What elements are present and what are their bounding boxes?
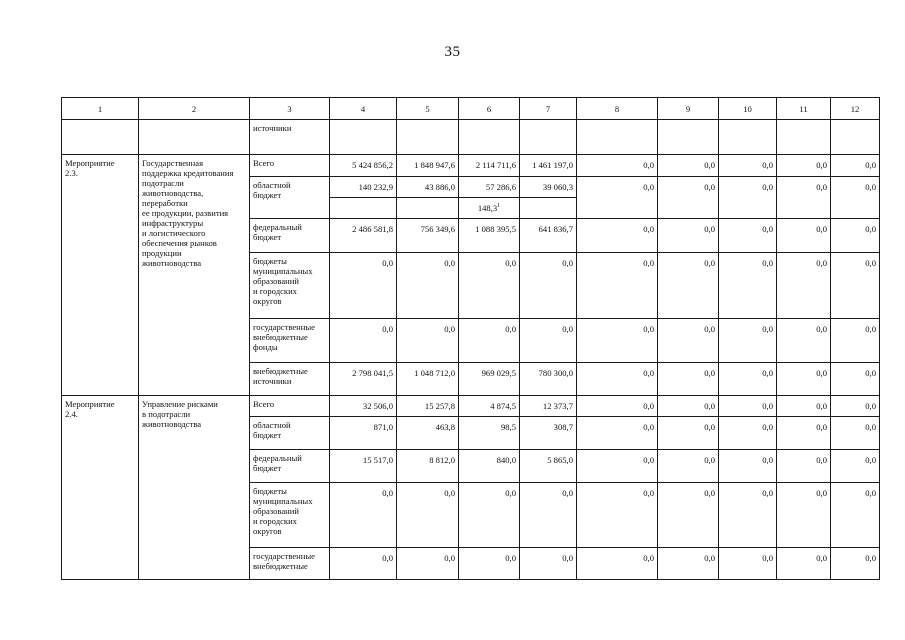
header-col-1: 1 (62, 98, 139, 120)
measure-23-value-col9: 0,0 (658, 219, 719, 253)
measure-23-value-col8: 0,0 (577, 319, 658, 363)
measure-24-value-col11: 0,0 (777, 417, 831, 450)
measure-23-value-col4: 5 424 856,2 (330, 155, 397, 177)
measure-24-value-col9: 0,0 (658, 396, 719, 417)
measure-24-value-col9: 0,0 (658, 417, 719, 450)
header-col-10: 10 (719, 98, 777, 120)
carry-row-col1 (62, 120, 139, 155)
measure-23-value-col7: 1 461 197,0 (520, 155, 577, 177)
measure-24-value-col12: 0,0 (831, 396, 880, 417)
measure-23-value-col12: 0,0 (831, 155, 880, 177)
header-col-11: 11 (777, 98, 831, 120)
measure-24-value-col6: 98,5 (459, 417, 520, 450)
measure-23-value-col7: 39 060,3 (520, 177, 577, 198)
measure-23-value-col6: 1 088 395,5 (459, 219, 520, 253)
header-col-7: 7 (520, 98, 577, 120)
measure-23-value-col4: 140 232,9 (330, 177, 397, 198)
measure-24-value-col12: 0,0 (831, 417, 880, 450)
measure-23-source: федеральный бюджет (250, 219, 330, 253)
measure-23-code: Мероприятие 2.3. (62, 155, 139, 396)
measure-23-value-col11: 0,0 (777, 253, 831, 319)
measure-24-value-col6: 0,0 (459, 548, 520, 580)
measure-24-value-col4: 32 506,0 (330, 396, 397, 417)
measure-23-value-col10: 0,0 (719, 219, 777, 253)
measure-23-value-col8: 0,0 (577, 155, 658, 177)
measure-23-footnote-col4 (330, 198, 397, 219)
measure-24-value-col11: 0,0 (777, 396, 831, 417)
header-col-8: 8 (577, 98, 658, 120)
measure-23-value-col9: 0,0 (658, 177, 719, 219)
measure-23-footnote-col5 (397, 198, 459, 219)
measure-23-source: государственные внебюджетные фонды (250, 319, 330, 363)
measure-23-value-col12: 0,0 (831, 219, 880, 253)
measure-23-value-col10: 0,0 (719, 155, 777, 177)
measure-23-value-col12: 0,0 (831, 363, 880, 396)
measure-23-footnote-col7 (520, 198, 577, 219)
page-number: 35 (444, 44, 461, 60)
measure-24-value-col8: 0,0 (577, 483, 658, 548)
measure-23-value-col4: 2 798 041,5 (330, 363, 397, 396)
measure-23-value-col6: 57 286,6 (459, 177, 520, 198)
measure-23-value-col6: 0,0 (459, 319, 520, 363)
budget-table (61, 97, 880, 580)
measure-24-value-col12: 0,0 (831, 483, 880, 548)
measure-23-source: Всего (250, 155, 330, 177)
measure-23-source: внебюджетные источники (250, 363, 330, 396)
measure-23-value-col5: 43 886,0 (397, 177, 459, 198)
header-col-9: 9 (658, 98, 719, 120)
measure-24-value-col6: 840,0 (459, 450, 520, 483)
measure-23-value-col11: 0,0 (777, 319, 831, 363)
header-col-6: 6 (459, 98, 520, 120)
measure-24-value-col11: 0,0 (777, 450, 831, 483)
measure-24-value-col8: 0,0 (577, 396, 658, 417)
measure-23-value-col11: 0,0 (777, 155, 831, 177)
carry-row (62, 120, 880, 155)
measure-23-value-col6: 969 029,5 (459, 363, 520, 396)
measure-24-value-col9: 0,0 (658, 548, 719, 580)
measure-23-value-col8: 0,0 (577, 363, 658, 396)
header-col-4: 4 (330, 98, 397, 120)
measure-24-value-col7: 0,0 (520, 483, 577, 548)
measure-23-value-col10: 0,0 (719, 363, 777, 396)
measure-24-value-col7: 5 865,0 (520, 450, 577, 483)
measure-23-value-col12: 0,0 (831, 253, 880, 319)
measure-24-value-col5: 0,0 (397, 548, 459, 580)
measure-23-value-col5: 0,0 (397, 319, 459, 363)
header-col-3: 3 (250, 98, 330, 120)
measure-23-value-col5: 756 349,6 (397, 219, 459, 253)
measure-23-value-col9: 0,0 (658, 319, 719, 363)
measure-23-value-col6: 2 114 711,6 (459, 155, 520, 177)
measure-23-value-col8: 0,0 (577, 177, 658, 219)
measure-23-value-col10: 0,0 (719, 253, 777, 319)
measure-23-value-col5: 1 848 947,6 (397, 155, 459, 177)
measure-23-value-col10: 0,0 (719, 177, 777, 219)
measure-24-value-col9: 0,0 (658, 450, 719, 483)
measure-24-value-col5: 0,0 (397, 483, 459, 548)
measure-23-value-col5: 1 048 712,0 (397, 363, 459, 396)
measure-24-value-col10: 0,0 (719, 396, 777, 417)
measure-24-source: федеральный бюджет (250, 450, 330, 483)
measure-24-value-col5: 8 812,0 (397, 450, 459, 483)
header-row (62, 98, 880, 120)
measure-24-code: Мероприятие 2.4. (62, 396, 139, 580)
measure-24-value-col4: 0,0 (330, 483, 397, 548)
measure-24-name: Управление рисками в подотрасли животноводства (139, 396, 250, 580)
measure-23-value-col8: 0,0 (577, 219, 658, 253)
header-col-2: 2 (139, 98, 250, 120)
measure-24-value-col8: 0,0 (577, 417, 658, 450)
measure-24-value-col4: 871,0 (330, 417, 397, 450)
measure-24-value-col8: 0,0 (577, 548, 658, 580)
measure-24-source: бюджеты муниципальных образований и городских округов (250, 483, 330, 548)
measure-24-value-col4: 15 517,0 (330, 450, 397, 483)
measure-24-value-col10: 0,0 (719, 417, 777, 450)
measure-23-value-col12: 0,0 (831, 319, 880, 363)
measure-23-row (62, 155, 880, 177)
measure-23-value-col11: 0,0 (777, 363, 831, 396)
measure-24-value-col12: 0,0 (831, 450, 880, 483)
measure-23-value-col4: 0,0 (330, 319, 397, 363)
measure-23-value-col8: 0,0 (577, 253, 658, 319)
measure-24-value-col10: 0,0 (719, 450, 777, 483)
measure-23-value-col6: 0,0 (459, 253, 520, 319)
measure-24-value-col11: 0,0 (777, 483, 831, 548)
measure-24-value-col8: 0,0 (577, 450, 658, 483)
carry-row-source: источники (250, 120, 330, 155)
measure-23-source: областной бюджет (250, 177, 330, 219)
measure-23-value-col10: 0,0 (719, 319, 777, 363)
header-col-12: 12 (831, 98, 880, 120)
measure-24-value-col6: 4 874,5 (459, 396, 520, 417)
measure-24-value-col4: 0,0 (330, 548, 397, 580)
measure-24-source: государственные внебюджетные (250, 548, 330, 580)
measure-23-value-col7: 0,0 (520, 319, 577, 363)
measure-23-value-col9: 0,0 (658, 253, 719, 319)
measure-23-value-col5: 0,0 (397, 253, 459, 319)
measure-23-value-col7: 780 300,0 (520, 363, 577, 396)
measure-24-value-col5: 15 257,8 (397, 396, 459, 417)
measure-24-value-col9: 0,0 (658, 483, 719, 548)
measure-24-source: областной бюджет (250, 417, 330, 450)
measure-23-value-col4: 0,0 (330, 253, 397, 319)
measure-23-value-col9: 0,0 (658, 363, 719, 396)
measure-24-row (62, 396, 880, 417)
measure-23-value-col7: 641 836,7 (520, 219, 577, 253)
measure-23-value-col11: 0,0 (777, 219, 831, 253)
measure-24-value-col7: 0,0 (520, 548, 577, 580)
measure-23-source: бюджеты муниципальных образований и городских округов (250, 253, 330, 319)
measure-24-value-col7: 12 373,7 (520, 396, 577, 417)
measure-23-name: Государственная поддержка кредитования подотрасли животноводства, переработки ее продукции, развития инфраструктуры и логистического обеспечения рынков продукции животноводства (139, 155, 250, 396)
measure-23-value-col7: 0,0 (520, 253, 577, 319)
measure-24-value-col11: 0,0 (777, 548, 831, 580)
measure-23-value-col9: 0,0 (658, 155, 719, 177)
carry-row-col2 (139, 120, 250, 155)
measure-24-value-col6: 0,0 (459, 483, 520, 548)
measure-24-source: Всего (250, 396, 330, 417)
measure-24-value-col10: 0,0 (719, 548, 777, 580)
measure-23-footnote-value: 148,3$^1$ (459, 198, 520, 219)
footnote-mark: 1 (497, 203, 501, 210)
measure-23-value-col4: 2 486 581,8 (330, 219, 397, 253)
header-col-5: 5 (397, 98, 459, 120)
measure-23-value-col12: 0,0 (831, 177, 880, 219)
measure-24-value-col7: 308,7 (520, 417, 577, 450)
measure-24-value-col10: 0,0 (719, 483, 777, 548)
measure-23-value-col11: 0,0 (777, 177, 831, 219)
measure-24-value-col5: 463,8 (397, 417, 459, 450)
measure-24-value-col12: 0,0 (831, 548, 880, 580)
